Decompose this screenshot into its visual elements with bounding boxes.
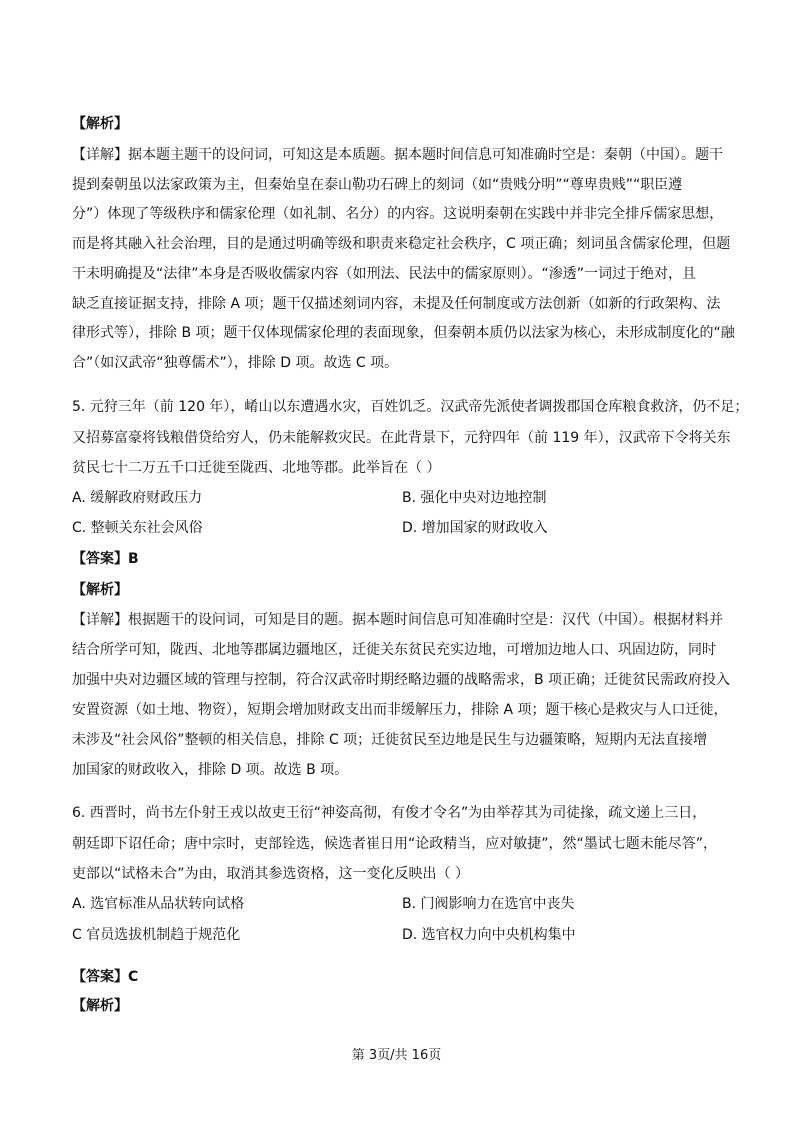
analysis-label: 【解析】 bbox=[72, 116, 128, 132]
answer-label: 【答案】C bbox=[72, 969, 139, 985]
detail-line: 缺乏直接证据支持，排除 A 项；题干仅描述刻词内容，未提及任何制度或方法创新（如新的行政架构、法 bbox=[72, 296, 721, 312]
analysis-label: 【解析】 bbox=[72, 582, 128, 598]
answer-label: 【答案】B bbox=[72, 551, 139, 567]
detail-line: 加强中央对边疆区域的管理与控制，符合汉武帝时期经略边疆的战略需求，B 项正确；迁徙贫民需政府投入 bbox=[72, 672, 731, 688]
detail-line: 【详解】根据题干的设问词，可知是目的题。据本题时间信息可知准确时空是：汉代（中国）。根据材料并 bbox=[72, 612, 723, 628]
option-d: D. 选官权力向中央机构集中 bbox=[402, 927, 576, 943]
option-c: C. 整顿关东社会风俗 bbox=[72, 520, 203, 536]
question-stem-line: 贫民七十二万五千口迁徙至陇西、北地等郡。此举旨在（ ） bbox=[72, 460, 441, 476]
question-stem-line: 朝廷即下诏任命；唐中宗时，吏部铨选，候选者崔日用“论政精当，应对敏捷”，然“墨试七题未能尽答”， bbox=[72, 836, 718, 852]
detail-line: 安置资源（如土地、物资），短期会增加财政支出而非缓解压力，排除 A 项；题干核心是救灾与人口迁徙， bbox=[72, 702, 728, 718]
detail-line: 未涉及“社会风俗”整顿的相关信息，排除 C 项；迁徙贫民至边地是民生与边疆策略，短期内无法直接增 bbox=[72, 732, 708, 748]
detail-line: 合”（如汉武帝“独尊儒术”），排除 D 项。故选 C 项。 bbox=[72, 355, 399, 371]
option-d: D. 增加国家的财政收入 bbox=[402, 520, 548, 536]
analysis-label: 【解析】 bbox=[72, 998, 128, 1014]
detail-line: 提到秦朝虽以法家政策为主，但秦始皇在泰山勒功石碑上的刻词（如“贵贱分明”“尊卑贵贱”“职臣遵 bbox=[72, 177, 683, 193]
option-b: B. 门阀影响力在选官中丧失 bbox=[402, 896, 575, 912]
detail-line: 而是将其融入社会治理，目的是通过明确等级和职责来稳定社会秩序，C 项正确；刻词虽含儒家伦理，但题 bbox=[72, 236, 731, 252]
option-c: C 官员选拔机制趋于规范化 bbox=[72, 927, 241, 943]
page-footer: 第 3页/共 16页 bbox=[351, 1048, 442, 1063]
detail-line: 【详解】据本题主题干的设问词，可知这是本质题。据本题时间信息可知准确时空是：秦朝（中国）。题干 bbox=[72, 147, 723, 163]
question-stem-line: 吏部以“试格未合”为由，取消其参选资格，这一变化反映出（ ） bbox=[72, 866, 469, 882]
detail-line: 分”）体现了等级秩序和儒家伦理（如礼制、名分）的内容。这说明秦朝在实践中并非完全排斥儒家思想， bbox=[72, 206, 724, 222]
option-a: A. 缓解政府财政压力 bbox=[72, 490, 203, 506]
detail-line: 律形式等），排除 B 项；题干仅体现儒家伦理的表面现象，但秦朝本质仍以法家为核心，未形成制度化的“融 bbox=[72, 325, 735, 341]
option-a: A. 选官标准从品状转向试格 bbox=[72, 896, 245, 912]
question-stem-line: 又招募富豪将钱粮借贷给穷人，仍未能解救灾民。在此背景下，元狩四年（前 119 年），汉武帝下令将关东 bbox=[72, 430, 731, 446]
question-stem-line: 5. 元狩三年（前 120 年），崤山以东遭遇水灾，百姓饥乏。汉武帝先派使者调拨郡国仓库粮食救济，仍不足； bbox=[72, 399, 749, 415]
detail-line: 结合所学可知，陇西、北地等郡属边疆地区，迁徙关东贫民充实边地，可增加边地人口、巩固边防，同时 bbox=[72, 642, 716, 658]
question-stem-line: 6. 西晋时，尚书左仆射王戎以故吏王衍“神姿高彻，有俊才令名”为由举荐其为司徒掾，疏文递上三日， bbox=[72, 805, 707, 821]
option-b: B. 强化中央对边地控制 bbox=[402, 490, 547, 506]
detail-line: 加国家的财政收入，排除 D 项。故选 B 项。 bbox=[72, 762, 349, 778]
detail-line: 干未明确提及“法律”本身是否吸收儒家内容（如刑法、民法中的儒家原则）。“渗透”一词过于绝对，且 bbox=[72, 266, 697, 282]
